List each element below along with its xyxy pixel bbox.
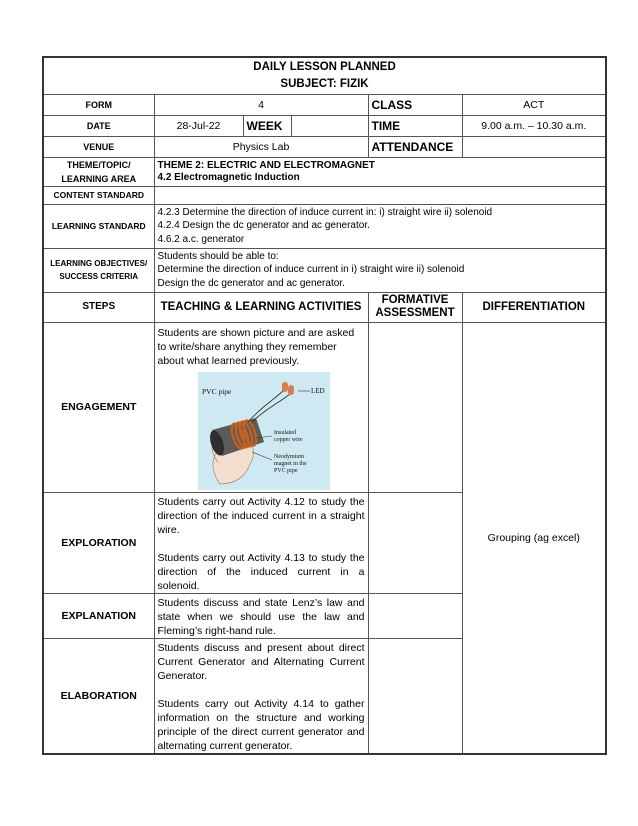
theme-line2: 4.2 Electromagnetic Induction bbox=[157, 171, 300, 183]
header-row bbox=[43, 57, 606, 94]
learning-standard-label: LEARNING STANDARD bbox=[43, 204, 154, 248]
figure-label-pvc: PVC pipe bbox=[201, 386, 231, 396]
venue-value: Physics Lab bbox=[154, 136, 368, 157]
exploration-formative bbox=[368, 492, 462, 593]
differentiation-header: DIFFERENTIATION bbox=[462, 292, 606, 322]
elaboration-cell bbox=[154, 638, 368, 754]
activities-header: TEACHING & LEARNING ACTIVITIES bbox=[154, 292, 368, 322]
learning-standard-item: 4.2.3 Determine the direction of induce current in: i) straight wire ii) solenoid bbox=[157, 206, 493, 218]
differentiation-cell: Grouping (ag excel) bbox=[462, 322, 606, 754]
subject-title: SUBJECT: FIZIK bbox=[280, 77, 369, 90]
content-standard-value bbox=[154, 186, 606, 204]
header-cell bbox=[43, 57, 606, 94]
engagement-cell bbox=[154, 322, 368, 492]
form-label: FORM bbox=[43, 94, 154, 115]
figure-label-magnet-3: PVC pipe bbox=[273, 467, 298, 474]
steps-header: STEPS bbox=[43, 292, 154, 322]
exploration-cell bbox=[154, 492, 368, 593]
engagement-formative bbox=[368, 322, 462, 492]
week-label: WEEK bbox=[243, 115, 291, 136]
induction-diagram bbox=[198, 372, 330, 490]
formative-header-line2: ASSESSMENT bbox=[375, 307, 455, 319]
objectives-item: Students should be able to: bbox=[157, 250, 279, 262]
lesson-plan-sheet bbox=[42, 56, 605, 755]
venue-label: VENUE bbox=[43, 136, 154, 157]
content-standard-row bbox=[43, 186, 606, 204]
theme-line1: THEME 2: ELECTRIC AND ELECTROMAGNET bbox=[157, 159, 375, 171]
attendance-value bbox=[462, 136, 606, 157]
theme-label bbox=[43, 157, 154, 186]
explanation-text: Students discuss and state Lenz’s law and state when we should use the law and Fleming’s right-hand rule. bbox=[154, 593, 368, 638]
time-label: TIME bbox=[368, 115, 462, 136]
figure-label-wire-2: copper wire bbox=[273, 436, 302, 443]
objectives-item: Determine the direction of induce current in i) straight wire ii) solenoid bbox=[157, 264, 465, 276]
induction-figure bbox=[198, 372, 330, 490]
elaboration-formative bbox=[368, 638, 462, 754]
explanation-label: EXPLANATION bbox=[43, 593, 154, 638]
theme-row bbox=[43, 157, 606, 186]
learning-standard-cell bbox=[154, 204, 606, 248]
elaboration-text-1: Students discuss and present about direct Current Generator and Alternating Current Generator. bbox=[157, 641, 365, 682]
week-value bbox=[291, 115, 368, 136]
exploration-text-2: Students carry out Activity 4.13 to study the direction of the induced current in a solenoid. bbox=[157, 551, 365, 592]
figure-label-magnet-1: Neodymium bbox=[273, 453, 304, 460]
elaboration-text-2: Students carry out Activity 4.14 to gather information on the structure and working principle of the direct current generator and alternating current generator. bbox=[157, 697, 365, 752]
figure-label-magnet-2: magnet in the bbox=[273, 460, 307, 467]
objectives-item: Design the dc generator and ac generator. bbox=[157, 277, 345, 289]
objectives-row bbox=[43, 248, 606, 292]
theme-label-line2: LEARNING AREA bbox=[61, 173, 137, 184]
exploration-label: EXPLORATION bbox=[43, 492, 154, 593]
theme-cell bbox=[154, 157, 606, 186]
class-label: CLASS bbox=[368, 94, 462, 115]
date-row bbox=[43, 115, 606, 136]
form-row bbox=[43, 94, 606, 115]
engagement-text: Students are shown picture and are asked to write/share anything they remember about what learned previously. bbox=[157, 326, 355, 367]
form-value: 4 bbox=[154, 94, 368, 115]
theme-label-line1: THEME/TOPIC/ bbox=[66, 159, 131, 170]
class-value: ACT bbox=[462, 94, 606, 115]
formative-header-line1: FORMATIVE bbox=[381, 294, 449, 306]
formative-header bbox=[368, 292, 462, 322]
learning-standard-item: 4.2.4 Design the dc generator and ac generator. bbox=[157, 220, 370, 232]
engagement-row bbox=[43, 322, 606, 492]
attendance-label: ATTENDANCE bbox=[368, 136, 462, 157]
figure-label-wire-1: Insulated bbox=[273, 429, 296, 436]
objectives-label bbox=[43, 248, 154, 292]
time-value: 9.00 a.m. – 10.30 a.m. bbox=[462, 115, 606, 136]
elaboration-label: ELABORATION bbox=[43, 638, 154, 754]
objectives-cell bbox=[154, 248, 606, 292]
date-value: 28-Jul-22 bbox=[154, 115, 243, 136]
objectives-label-line1: LEARNING OBJECTIVES/ bbox=[50, 259, 148, 268]
objectives-label-line2: SUCCESS CRITERIA bbox=[59, 272, 139, 281]
lesson-plan-table bbox=[42, 56, 607, 755]
date-label: DATE bbox=[43, 115, 154, 136]
learning-standard-item: 4.6.2 a.c. generator bbox=[157, 233, 245, 245]
content-standard-label: CONTENT STANDARD bbox=[43, 186, 154, 204]
learning-standard-row bbox=[43, 204, 606, 248]
document-title: DAILY LESSON PLANNED bbox=[253, 60, 396, 73]
explanation-formative bbox=[368, 593, 462, 638]
engagement-label: ENGAGEMENT bbox=[43, 322, 154, 492]
column-header-row bbox=[43, 292, 606, 322]
exploration-text-1: Students carry out Activity 4.12 to study the direction of the induced current in a straight wire. bbox=[157, 495, 365, 536]
figure-label-led: LED bbox=[310, 386, 325, 395]
venue-row bbox=[43, 136, 606, 157]
